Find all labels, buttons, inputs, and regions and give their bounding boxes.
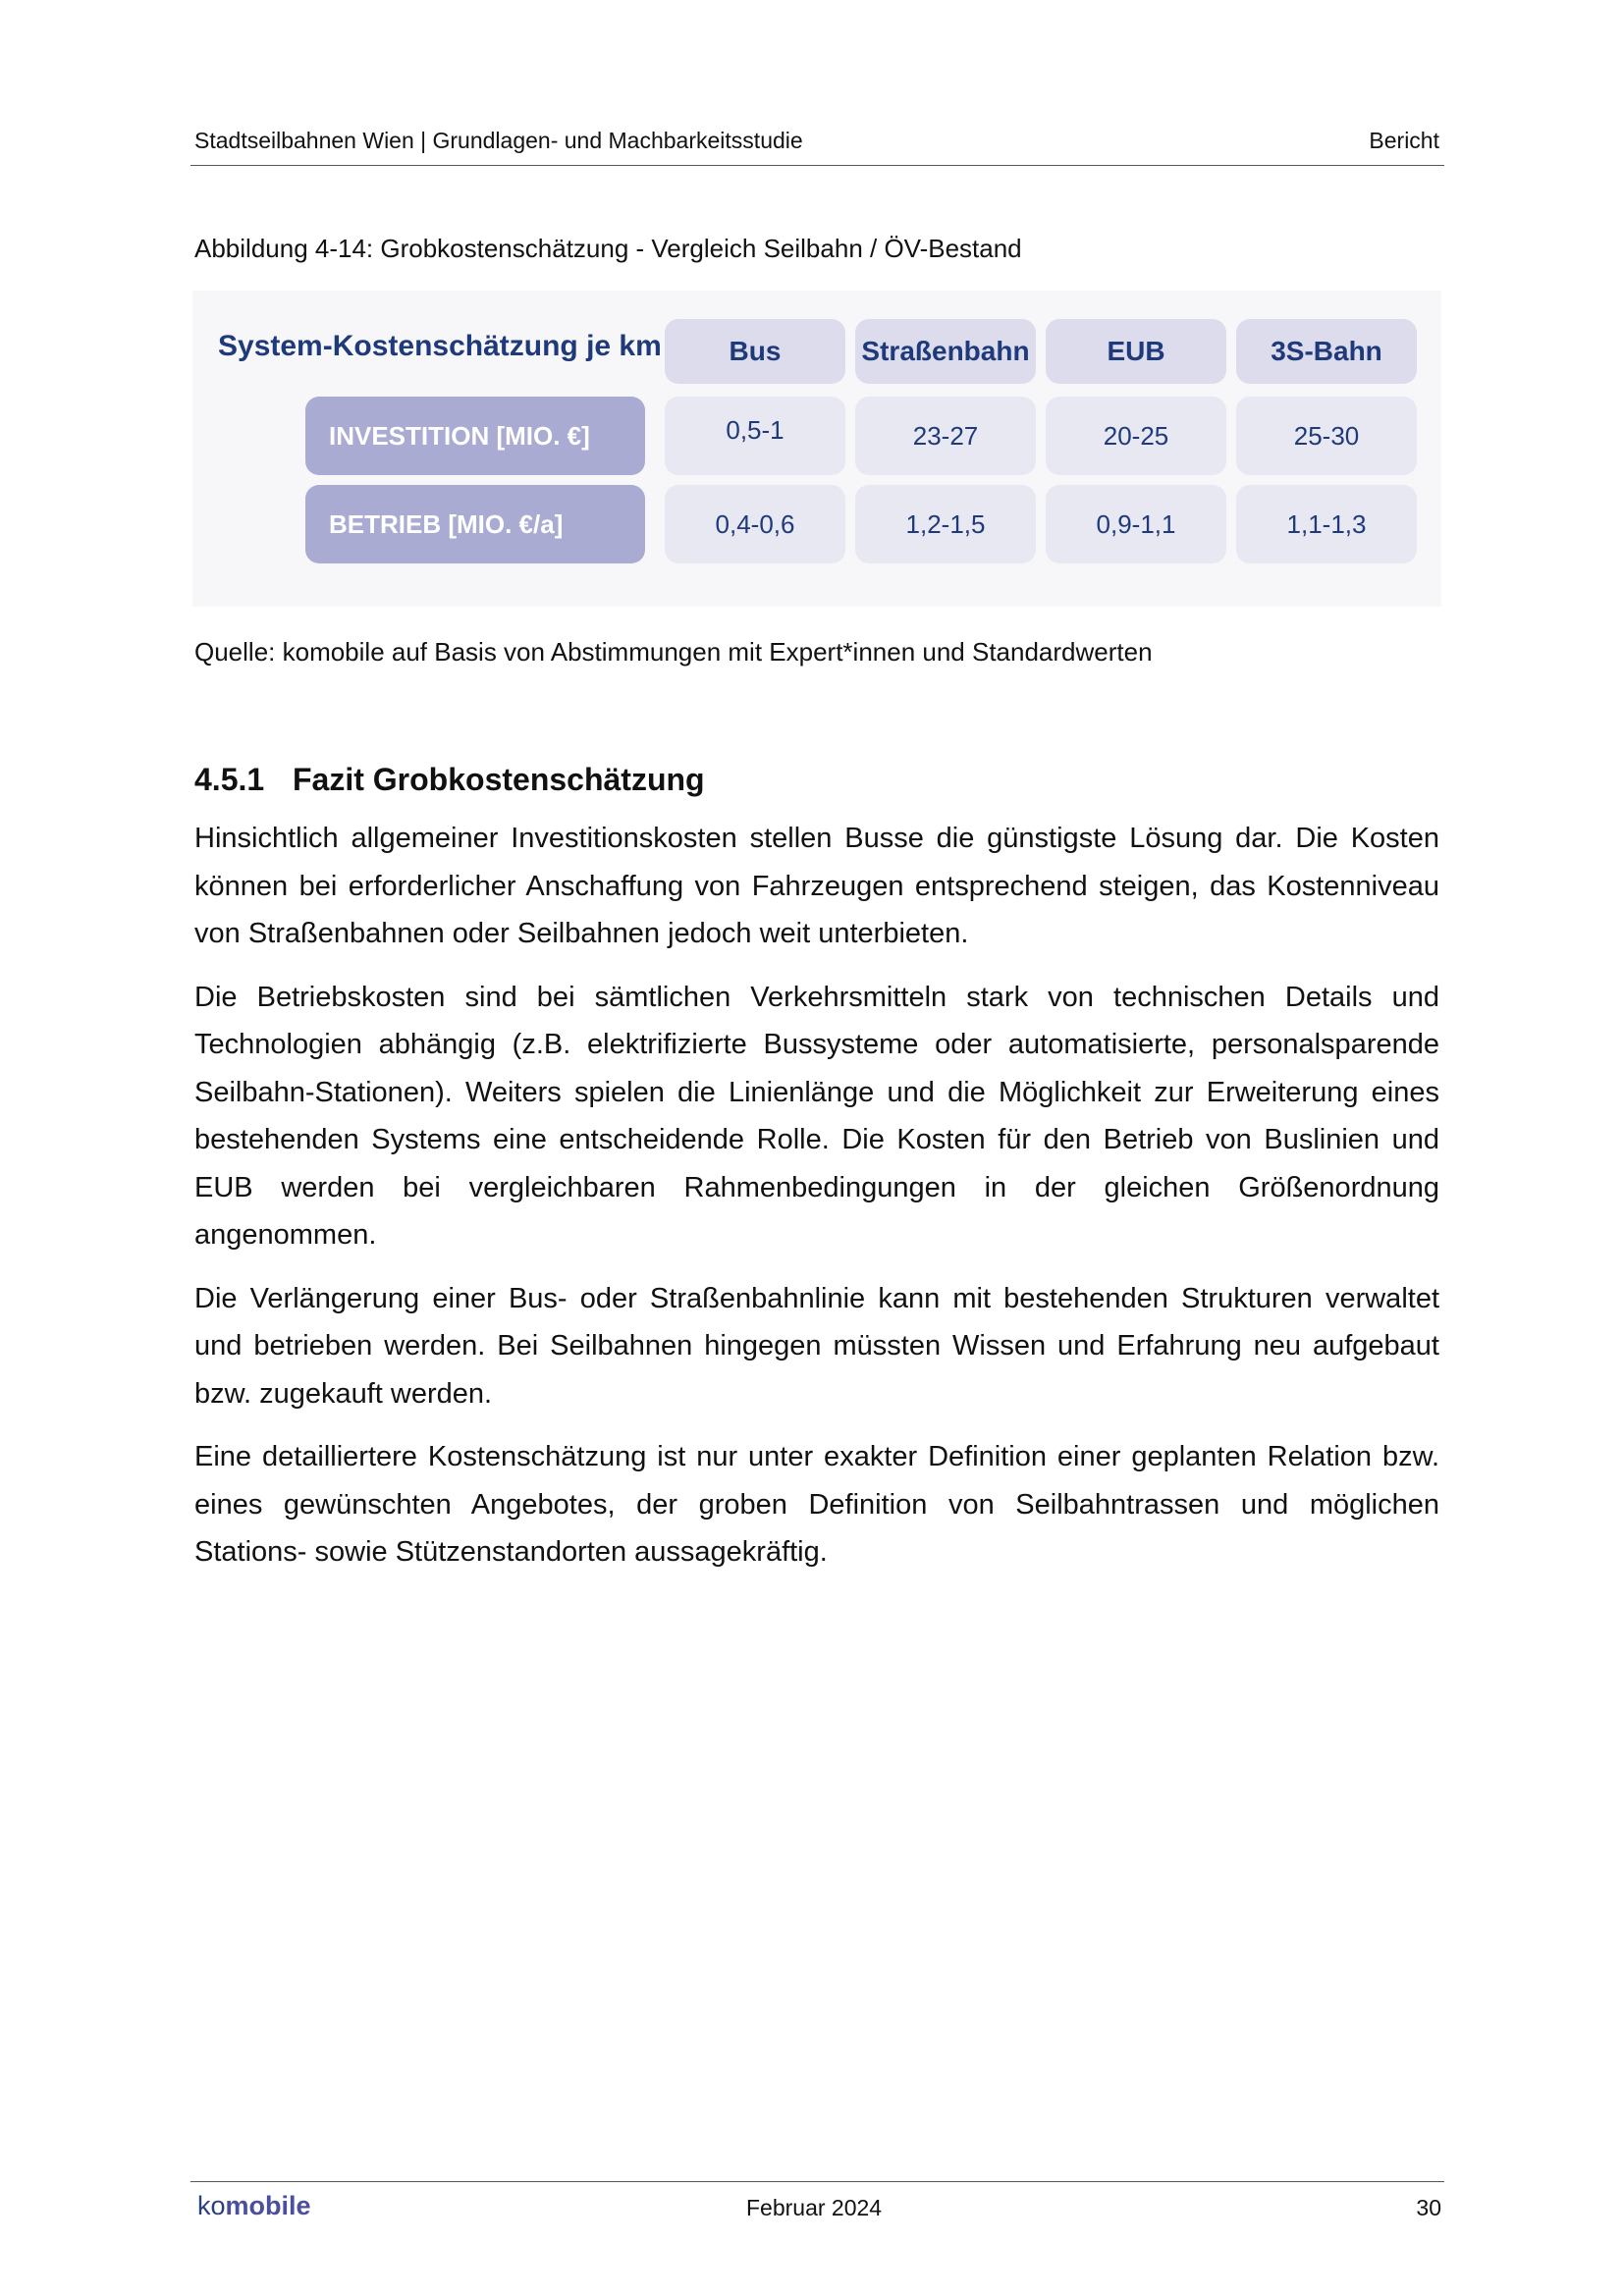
logo-prefix: ko	[197, 2191, 226, 2220]
value-investition-eub: 20-25	[1046, 397, 1226, 475]
footer-date: Februar 2024	[746, 2195, 883, 2220]
column-header-strassenbahn: Straßenbahn	[855, 319, 1036, 384]
section-heading	[194, 762, 705, 798]
page-header	[194, 124, 1443, 165]
section-body	[194, 815, 1439, 1592]
figure-title: System-Kostenschätzung je km	[218, 330, 662, 362]
page-number: 30	[1416, 2195, 1441, 2220]
section-number: 4.5.1	[194, 762, 265, 797]
header-title: Stadtseilbahnen Wien | Grundlagen- und Machbarkeitsstudie	[194, 128, 803, 153]
cost-comparison-figure	[192, 291, 1441, 607]
logo-suffix: mobile	[225, 2191, 311, 2220]
value-betrieb-strassenbahn: 1,2-1,5	[855, 485, 1036, 563]
figure-caption: Abbildung 4-14: Grobkostenschätzung - Vergleich Seilbahn / ÖV-Bestand	[194, 234, 1022, 263]
value-investition-bus: 0,5-1	[665, 397, 845, 475]
value-betrieb-bus: 0,4-0,6	[665, 485, 845, 563]
value-investition-3s-bahn: 25-30	[1236, 397, 1417, 475]
header-rule	[190, 165, 1444, 166]
value-betrieb-3s-bahn: 1,1-1,3	[1236, 485, 1417, 563]
komobile-logo	[197, 2191, 311, 2221]
column-header-3s-bahn: 3S-Bahn	[1236, 319, 1417, 384]
column-header-eub: EUB	[1046, 319, 1226, 384]
footer-rule	[190, 2181, 1444, 2182]
paragraph: Die Verlängerung einer Bus- oder Straßenbahnlinie kann mit bestehenden Strukturen verwaltet und betrieben werden. Bei Seilbahnen hingegen müssten Wissen und Erfahrung neu aufgebaut bzw. zugekauft werden.	[194, 1282, 1439, 1410]
value-investition-strassenbahn: 23-27	[855, 397, 1036, 475]
row-header-investition: INVESTITION [MIO. €]	[305, 397, 645, 475]
paragraph: Eine detailliertere Kostenschätzung ist nur unter exakter Definition einer geplanten Relation bzw. eines gewünschten Angebotes, der groben Definition von Seilbahntrassen und möglichen Stations- sowie Stützenstandorten aussagekräftig.	[194, 1441, 1439, 1568]
paragraph: Die Betriebskosten sind bei sämtlichen Verkehrsmitteln stark von technischen Details und Technologien abhängig (z.B. elektrifizierte Bussysteme oder automatisierte, personalsparende Seilbahn-Stationen). Weiters spielen die Linienlänge und die Möglichkeit zur Erweiterung eines bestehenden Systems eine entscheidende Rolle. Die Kosten für den Betrieb von Buslinien und EUB werden bei vergleichbaren Rahmenbedingungen in der gleichen Größenordnung angenommen.	[194, 981, 1439, 1251]
header-section: Bericht	[1369, 128, 1439, 153]
paragraph: Hinsichtlich allgemeiner Investitionskosten stellen Busse die günstigste Lösung dar. Die Kosten können bei erforderlicher Anschaffung von Fahrzeugen entsprechend steigen, das Kostenniveau von Straßenbahnen oder Seilbahnen jedoch weit unterbieten.	[194, 823, 1439, 949]
column-header-bus: Bus	[665, 319, 845, 384]
value-betrieb-eub: 0,9-1,1	[1046, 485, 1226, 563]
section-title: Fazit Grobkostenschätzung	[293, 762, 705, 797]
row-header-betrieb: BETRIEB [MIO. €/a]	[305, 485, 645, 563]
figure-source: Quelle: komobile auf Basis von Abstimmungen mit Expert*innen und Standardwerten	[194, 637, 1153, 667]
